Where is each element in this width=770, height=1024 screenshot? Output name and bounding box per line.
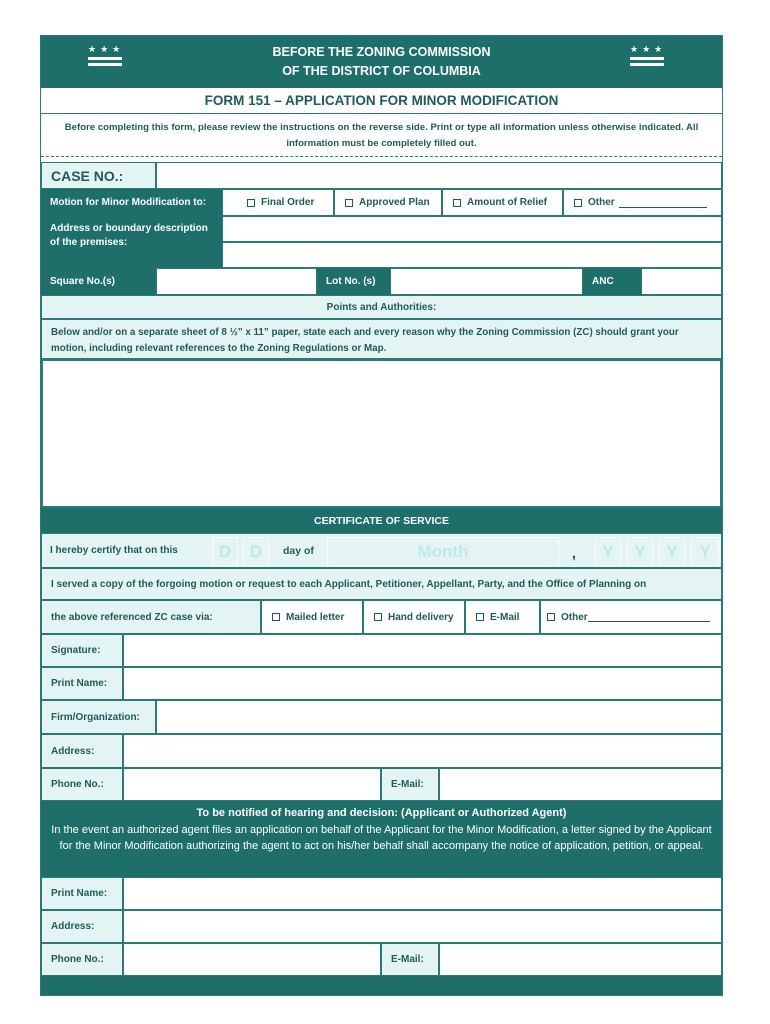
dc-flag-left-icon: ★★★ [88, 45, 122, 66]
year-digit-3[interactable]: Y [659, 537, 685, 566]
firm-label: Firm/Organization: [41, 700, 156, 734]
dc-flag-right-icon: ★★★ [630, 45, 664, 66]
checkbox-icon[interactable] [374, 613, 382, 621]
lot-input[interactable] [390, 268, 583, 295]
via-mailed-letter[interactable]: Mailed letter [261, 600, 363, 634]
points-textarea[interactable] [41, 359, 722, 508]
anc-label: ANC [583, 268, 641, 295]
header-line-2: OF THE DISTRICT OF COLUMBIA [282, 64, 481, 78]
signature-input[interactable] [123, 634, 722, 667]
anc-input[interactable] [641, 268, 722, 295]
signature-label: Signature: [41, 634, 123, 667]
notify-text: In the event an authorized agent files an application on behalf of the Applicant for the Minor Modification, a letter signed by the Applicant for the Minor Modification authorizing the agent to act on his/her behalf shall accompany the notice of application, petition, or appeal. [51, 824, 712, 852]
certify-label: I hereby certify that on this [50, 545, 178, 556]
notify-address-input[interactable] [123, 910, 722, 943]
checkbox-icon[interactable] [272, 613, 280, 621]
address-input-1[interactable] [222, 216, 722, 242]
option-approved-plan[interactable]: Approved Plan [334, 189, 442, 216]
address-label: Address or boundary description of the premises: [41, 216, 222, 268]
day-of-label: day of [283, 544, 314, 557]
checkbox-icon[interactable] [345, 199, 353, 207]
notify-address-label: Address: [41, 910, 123, 943]
case-no-label-cell [41, 162, 156, 189]
checkbox-icon[interactable] [247, 199, 255, 207]
notify-band [41, 801, 722, 877]
lot-label: Lot No. (s) [317, 268, 390, 295]
via-hand-delivery[interactable]: Hand delivery [363, 600, 465, 634]
checkbox-icon[interactable] [453, 199, 461, 207]
option-other[interactable]: Other [563, 189, 722, 216]
print-name-label: Print Name: [41, 667, 123, 700]
option-final-order[interactable]: Final Order [222, 189, 334, 216]
notify-print-name-label: Print Name: [41, 877, 123, 910]
notify-title: To be notified of hearing and decision: (Applicant or Authorized Agent) [196, 807, 567, 819]
via-email[interactable]: E-Mail [465, 600, 540, 634]
date-comma: , [571, 544, 577, 562]
instructions: Before completing this form, please review the instructions on the reverse side. Print or type all information unless otherwise indicated. All information must be completely filled out. [41, 115, 722, 157]
form-title: FORM 151 – APPLICATION FOR MINOR MODIFICATION [41, 88, 722, 114]
points-instruction: Below and/or on a separate sheet of 8 ½” x 11” paper, state each and every reason why the Zoning Commission (ZC) should grant your motion, including relevant references to the Zoning Regulations or Map. [41, 319, 722, 359]
cert-phone-input[interactable] [123, 768, 381, 801]
header-line-1: BEFORE THE ZONING COMMISSION [272, 45, 491, 59]
notify-phone-label: Phone No.: [41, 943, 123, 976]
certificate-title: CERTIFICATE OF SERVICE [41, 508, 722, 533]
case-no-label: CASE NO.: [51, 167, 124, 184]
checkbox-icon[interactable] [574, 199, 582, 207]
square-input[interactable] [156, 268, 317, 295]
firm-input[interactable] [156, 700, 722, 734]
notify-email-label: E-Mail: [381, 943, 439, 976]
via-other[interactable]: Other [540, 600, 722, 634]
square-label: Square No.(s) [41, 268, 156, 295]
notify-print-name-input[interactable] [123, 877, 722, 910]
year-digit-4[interactable]: Y [691, 537, 719, 566]
header-band [41, 36, 722, 88]
day-digit-2[interactable]: D [243, 537, 269, 566]
month-input[interactable]: Month [327, 537, 559, 566]
notify-phone-input[interactable] [123, 943, 381, 976]
address-input-2[interactable] [222, 242, 722, 268]
cert-address-input[interactable] [123, 734, 722, 768]
case-no-input[interactable] [156, 162, 722, 189]
cert-email-input[interactable] [439, 768, 722, 801]
via-label: the above referenced ZC case via: [41, 600, 261, 634]
option-amount-of-relief[interactable]: Amount of Relief [442, 189, 563, 216]
points-label: Points and Authorities: [41, 295, 722, 319]
motion-label: Motion for Minor Modification to: [41, 189, 222, 216]
footer-band [41, 976, 722, 995]
cert-email-label: E-Mail: [381, 768, 439, 801]
day-digit-1[interactable]: D [212, 537, 238, 566]
checkbox-icon[interactable] [476, 613, 484, 621]
cert-phone-label: Phone No.: [41, 768, 123, 801]
print-name-input[interactable] [123, 667, 722, 700]
checkbox-icon[interactable] [547, 613, 555, 621]
year-digit-1[interactable]: Y [595, 537, 621, 566]
cert-address-label: Address: [41, 734, 123, 768]
year-digit-2[interactable]: Y [627, 537, 653, 566]
notify-email-input[interactable] [439, 943, 722, 976]
served-text: I served a copy of the forgoing motion or request to each Applicant, Petitioner, Appellant, Party, and the Office of Planning on [41, 568, 722, 600]
